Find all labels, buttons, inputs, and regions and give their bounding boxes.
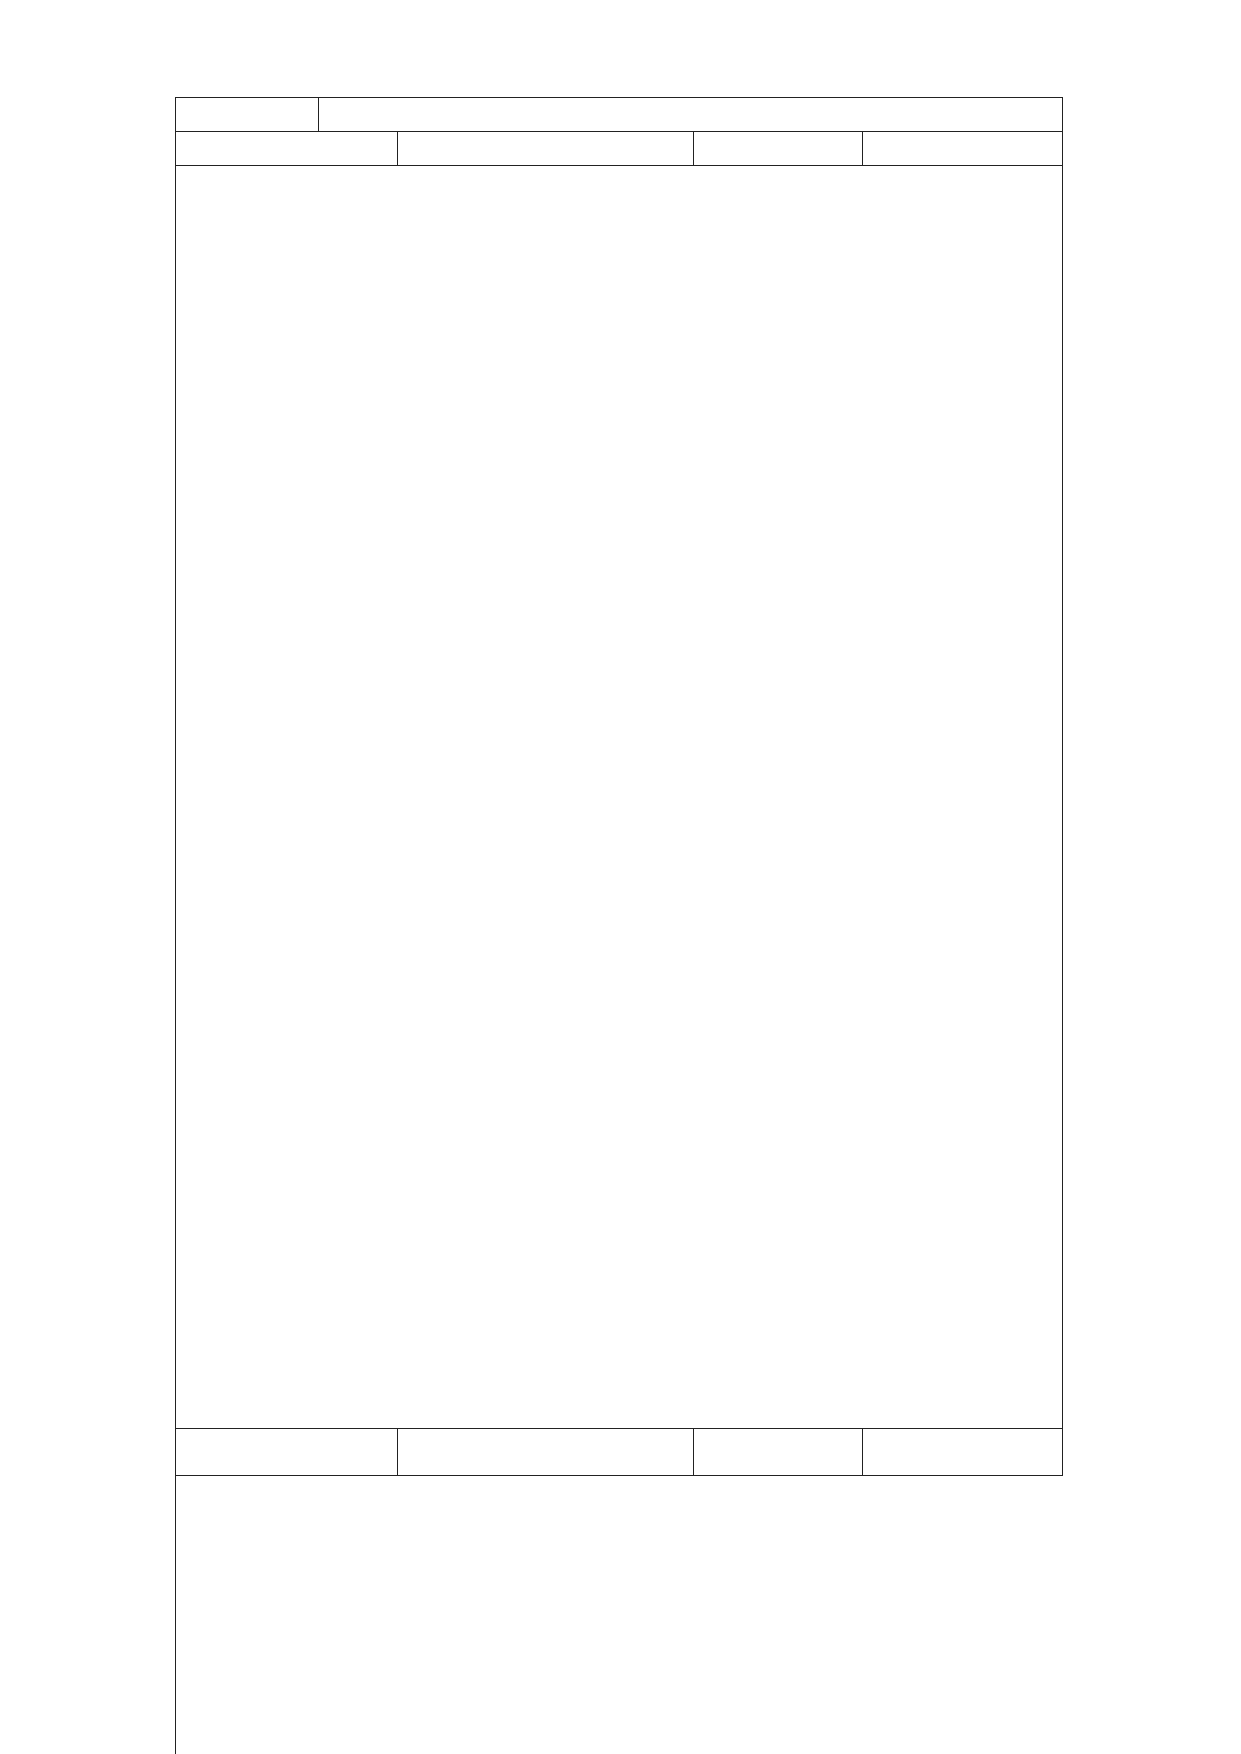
header-divider bbox=[693, 131, 694, 165]
footer-divider bbox=[693, 1428, 694, 1475]
issuer-signature-field[interactable] bbox=[398, 1429, 693, 1475]
header-bottom-line bbox=[175, 165, 1063, 166]
header-divider bbox=[397, 131, 398, 165]
header-divider bbox=[318, 97, 319, 131]
page-right-border bbox=[1062, 97, 1063, 1475]
responsible-signature-field[interactable] bbox=[863, 1429, 1062, 1475]
header-top-line bbox=[175, 97, 1063, 98]
page-left-border bbox=[175, 97, 176, 1754]
header-divider bbox=[862, 131, 863, 165]
header-mid-line bbox=[175, 131, 1063, 132]
footer-bottom-line bbox=[175, 1475, 1063, 1476]
